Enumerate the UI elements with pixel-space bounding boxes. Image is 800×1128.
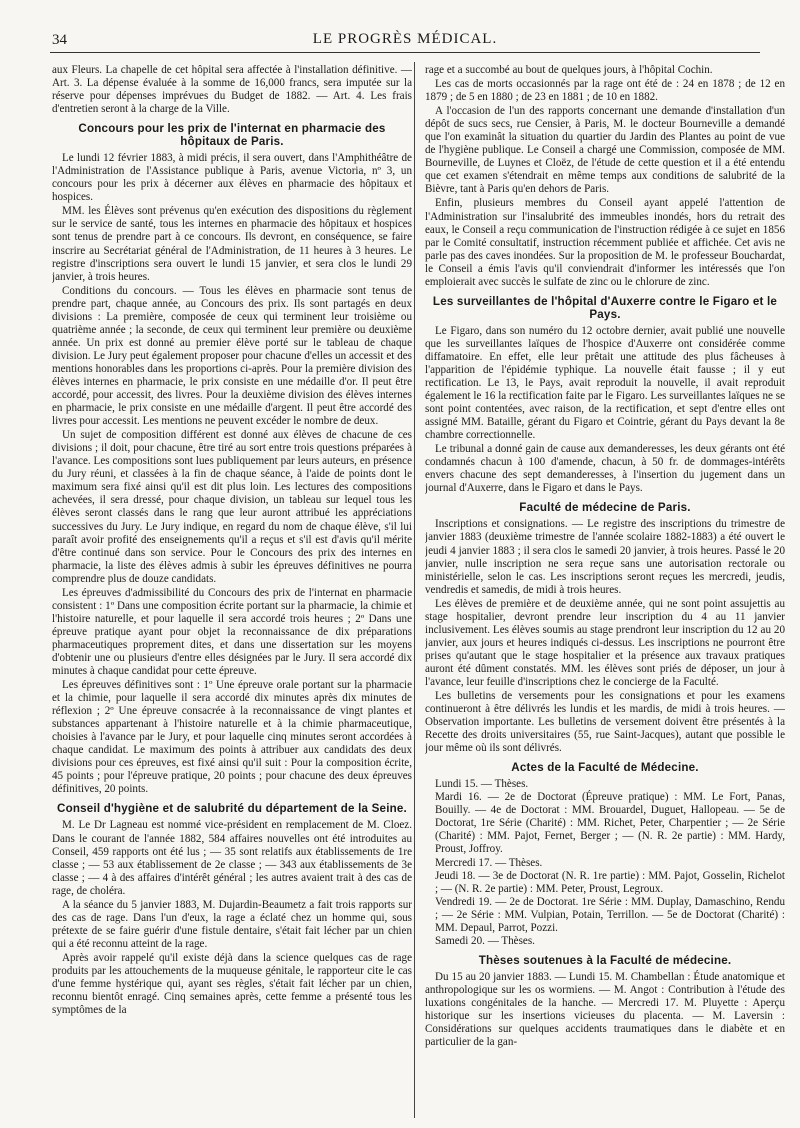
paragraph: Les élèves de première et de deuxième année, qui ne sont point assujettis au stage hospitalier, devront prendre leur inscription du 4 au 11 janvier inclusivement. Les élèves soumis au stage prendront leur inscription du 12 au 20 janvier, aux jours et heures indiqués ci-dessus. Les inscriptions ne pourront être prises qu'autant que le stage hospitalier et la présence aux travaux pratiques auront été dûment constatés. MM. les élèves sont priés de déposer, un jour à l'avance, leur feuille d'inscriptions chez le concierge de la Faculté. — [425, 597, 785, 688]
list-item: Samedi 20. — Thèses. — [435, 934, 535, 947]
paragraph: Enfin, plusieurs membres du Conseil ayant appelé l'attention de l'Administration sur l'insalubrité des immeubles inondés, hors du retrait des eaux, le Conseil a reçu communication de l'instruction rédigée à ce sujet en 1856 par le Comité consultatif, instruction récemment publiée et affichée. Cet avis ne parle pas des caves inondées. Sur la proposition de M. le professeur Bouchardat, le Conseil a émis l'avis qu'il conviendrait d'informer les intéressés que l'on emploierait avec succès le sulfate de zinc ou le chlorure de zinc. — [425, 197, 785, 288]
journal-title: LE PROGRÈS MÉDICAL. — [312, 31, 498, 47]
list-item: Jeudi 18. — 3e de Doctorat (N. R. 1re partie) : MM. Pajot, Gosselin, Richelot ; — (N. R. 2e partie) : MM. Peter, Proust, Legroux. — [435, 869, 785, 895]
paragraph: Les épreuves d'admissibilité du Concours des prix de l'internat en pharmacie consistent : 1º Dans une composition écrite portant sur la pharmacie, la chimie et l'histoire naturelle, et pour laquelle il sera accordé trois heures ; 2º Dans une épreuve pratique ayant pour objet la reconnaissance de dix préparations pharmaceutiques proprement dites, et dans une dissertation sur les moyens d'obtenir une ou plusieurs d'entre elles désignées par le Jury. Il sera accordé dix minutes à chaque candidat pour cette épreuve. — [52, 586, 412, 678]
paragraph: Le Figaro, dans son numéro du 12 octobre dernier, avait publié une nouvelle que les surveillantes laïques de l'hospice d'Auxerre ont considérée comme diffamatoire. En effet, elle leur prêtait une attitude des plus fâcheuses à l'apparition de l'épidémie typhique. La nouvelle était fausse ; il y eut rectification. Le 13, le Pays, avait reproduit la nouvelle, il avait reproduit également le 16 la rectification faite par le Figaro. Les surveillantes laïques ne se sont point contentées, avec raison, de la rectification, et sept d'entre elles ont assigné MM. Bataille, gérant du Figaro et Cointrie, gérant du Pays devant la 8e chambre correctionnelle. — [425, 324, 785, 442]
paragraph: Du 15 au 20 janvier 1883. — Lundi 15. M. Chambellan : Étude anatomique et anthropologique sur les os wormiens. — M. Angot : Contribution à l'étude des luxations congénitales de la hanche. — Mercredi 17. M. Pluyette : Aperçu historique sur les insertions vicieuses du placenta. — M. Laversin : Considérations sur quelques accidents traumatiques dans le diabète et en particulier de la gan- — [425, 970, 785, 1049]
paragraph: A la séance du 5 janvier 1883, M. Dujardin-Beaumetz a fait trois rapports sur des cas de rage. Dans l'un d'eux, la rage a éclaté chez un homme qui, sous prétexte de se faire guérir d'une fistule dentaire, s'était fait lécher par un chien qui a été reconnu atteint de la rage. — [52, 898, 412, 950]
list-item: Lundi 15. — Thèses. — [435, 778, 529, 791]
paragraph: Conditions du concours. — Tous les élèves en pharmacie sont tenus de prendre part, chaque année, au Concours des prix. Ils sont partagés en deux divisions : La première, composée de ceux qui terminent leur troisième ou quatrième année ; la seconde, de ceux qui terminent leur première ou deuxième année. Un prix est donné au premier élève porté sur le tableau de chaque division. Le Jury peut également proposer pour chacune d'elles un accessit et des mentions honorables dans les proportions ci-après. Pour la première division des élèves internes en pharmacie, le prix consiste en une médaille d'or. Il peut être accordé, pour accessit, des livres. Pour la deuxième division des élèves internes en pharmacie, le prix consiste en une médaille d'argent. Il peut être accordé des livres pour accessit. Les mentions ne peuvent excéder le nombre de deux. — [52, 284, 412, 428]
section-heading-conseil-hygiene: Conseil d'hygiène et de salubrité du département de la Seine. — [57, 802, 407, 816]
paragraph: Le tribunal a donné gain de cause aux demanderesses, les deux gérants ont été condamnés chacun à 100 d'amende, chacun, à 50 fr. de dommages-intérêts envers chacune des sept demanderesses, à l'insertion du jugement dans un journal d'Auxerre, dans le Figaro et dans le Pays. — [425, 443, 785, 495]
paragraph: Les cas de morts occasionnés par la rage ont été de : 24 en 1878 ; de 12 en 1879 ; de 5 en 1880 ; de 23 en 1881 ; de 10 en 1882. — [425, 78, 785, 104]
left-column — [52, 64, 412, 1116]
paragraph: Un sujet de composition différent est donné aux élèves de chacune de ces divisions ; il doit, pour chacune, être tiré au sort entre trois questions préparées à l'avance. Les compositions sont lues publiquement par leurs auteurs, en présence du Jury réuni, et classées à la fin de chaque séance, à l'aide de points dont le maximum sera fixé ainsi qu'il est dit plus loin. Les lectures des compositions achevées, il sera dressé, pour chaque division, un tableau sur lequel tous les élèves seront classés dans le rang que leur auront attribué les appréciations successives du Jury. Le Jury indique, en regard du nom de chaque élève, s'il lui paraît avoir profité des enseignements qu'il a reçus et s'il est d'avis qu'il mérite d'être continué dans son service. Pour le Concours des prix des internes en pharmacie, la liste des élèves admis à subir les épreuves définitives ne pourra comprendre plus de douze candidats. — [52, 429, 412, 585]
paragraph: M. Le Dr Lagneau est nommé vice-président en remplacement de M. Cloez. Dans le courant de l'année 1882, 584 affaires nouvelles ont été introduites au Conseil, 459 rapports ont été lus ; — 35 sont relatifs aux établissements de 1re classe ; — 53 aux établissement de 2e classe ; — 343 aux établissements de 3e classe ; — 4 à des affaires d'intérêt général ; les autres avaient trait à des cas de rage, de choléra. — [52, 819, 412, 897]
paragraph: rage et a succombé au bout de quelques jours, à l'hôpital Cochin. — [425, 64, 713, 76]
paragraph: Après avoir rappelé qu'il existe déjà dans la science quelques cas de rage produits par les attouchements de la muqueuse génitale, le rapporteur cite le cas d'une femme hystérique qui, ayant ses règles, s'était fait lécher par un chien, reconnu bientôt enragé. Cinq semaines après, cette femme a présenté tous les symptômes de la — [52, 951, 412, 1017]
paragraph: Le lundi 12 février 1883, à midi précis, il sera ouvert, dans l'Amphithéâtre de l'Administration de l'Assistance publique à Paris, avenue Victoria, nº 3, un concours pour les prix à décerner aux élèves en pharmacie des hôpitaux et hospices. — [52, 152, 412, 204]
list-item: Vendredi 19. — 2e de Doctorat. 1re Série : MM. Duplay, Damaschino, Rendu ; — 2e Série : MM. Vulpian, Potain, Terrillon. — 5e de Doctorat (Charité) : MM. Depaul, Parrot, Pozzi. — [435, 895, 785, 934]
list-item: Mercredi 17. — Thèses. — [435, 856, 543, 869]
paragraph: Inscriptions et consignations. — Le registre des inscriptions du trimestre de janvier 1883 (deuxième trimestre de l'année scolaire 1882-1883) a été ouvert le jeudi 4 janvier 1883 ; il sera clos le samedi 20 janvier, à trois heures. Passé le 20 janvier, nulle inscription ne sera reçue sans une autorisation rectorale ou ministérielle, selon le cas. Les inscriptions seront reçues les mercredi, jeudis, vendredis et samedis, de midi à trois heures. — [425, 518, 785, 596]
page-number: 34 — [52, 32, 67, 48]
paragraph: Les épreuves définitives sont : 1º Une épreuve orale portant sur la pharmacie et la chimie, pour laquelle il sera accordé dix minutes après dix minutes de réflexion ; 2º Une épreuve consacrée à la reconnaissance de vingt plantes et substances appartenant à l'histoire naturelle et à la chimie pharmaceutique, choisies à l'avance par le Jury, et pour laquelle cinq minutes seront accordées à chaque candidat. Le maximum des points à attribuer aux candidats des deux divisions pour ces épreuves, est fixé ainsi qu'il suit : Pour la composition écrite, 45 points ; pour l'épreuve pratique, 20 points ; pour chacune des deux épreuves définitives, 20 points. — [52, 679, 412, 796]
section-heading-theses: Thèses soutenues à la Faculté de médecine. — [478, 953, 732, 967]
paragraph: MM. les Élèves sont prévenus qu'en exécution des dispositions du règlement sur le service de santé, tous les internes en pharmacie des hôpitaux et hospices sont tenus de prendre part à ce concours. Ils devront, en conséquence, se faire inscrire au Secrétariat général de l'Administration, de 11 heures à 3 heures. Le registre d'inscriptions sera ouvert le lundi 15 janvier, et sera clos le lundi 29 janvier, à trois heures. — [52, 205, 412, 283]
section-heading-internat: Concours pour les prix de l'internat en pharmacie des hôpitaux de Paris. — [78, 122, 386, 149]
list-item: Mardi 16. — 2e de Doctorat (Épreuve pratique) : MM. Le Fort, Panas, Bouilly. — 4e de Doctorat : MM. Brouardel, Duguet, Hallopeau. — 5e de Doctorat, 1re Série (Charité) : MM. Richet, Peter, Charpentier ; — 2e Série (Charité) : MM. Pajot, Fernet, Berger ; — (N. R. 2e partie) : MM. Hardy, Proust, Joffroy. — [435, 791, 785, 856]
column-divider — [414, 62, 415, 1118]
section-heading-actes: Actes de la Faculté de Médecine. — [511, 761, 699, 775]
section-heading-faculte: Faculté de médecine de Paris. — [519, 501, 691, 515]
right-column — [425, 64, 785, 1116]
paragraph: A l'occasion de l'un des rapports concernant une demande d'installation d'un dépôt de sucs secs, rue Censier, à Paris, M. le docteur Bourneville a demandé que l'on examinât la situation du quartier du Jardin des Plantes au point de vue de l'hygiène publique. Le Conseil a chargé une Commission, composée de MM. Bourneville, de Luynes et Cloëz, de l'étude de cette question et il a été entendu que cet examen s'étendrait en même temps aux conditions de salubrité de la Bièvre, tant à Paris qu'en dehors de Paris. — [425, 105, 785, 196]
page-header — [50, 30, 760, 53]
section-heading-auxerre: Les surveillantes de l'hôpital d'Auxerre contre le Figaro et le Pays. — [432, 294, 778, 321]
paragraph: aux Fleurs. La chapelle de cet hôpital sera affectée à l'installation définitive. — Art. 3. La dépense évaluée à la somme de 16,000 francs, sera imputée sur la réserve pour dépenses imprévues du Budget de 1882. — Art. 4. Les frais d'entretien seront à la charge de la Ville. — [52, 64, 412, 116]
paragraph: Les bulletins de versements pour les consignations et pour les examens continueront à être délivrés les lundis et les mardis, de midi à trois heures. — Observation importante. Les bulletins de versement doivent être présentés à la Recette des droits universitaires (55, rue Saint-Jacques), autant que possible le jour même où ils sont délivrés. — [425, 690, 785, 755]
